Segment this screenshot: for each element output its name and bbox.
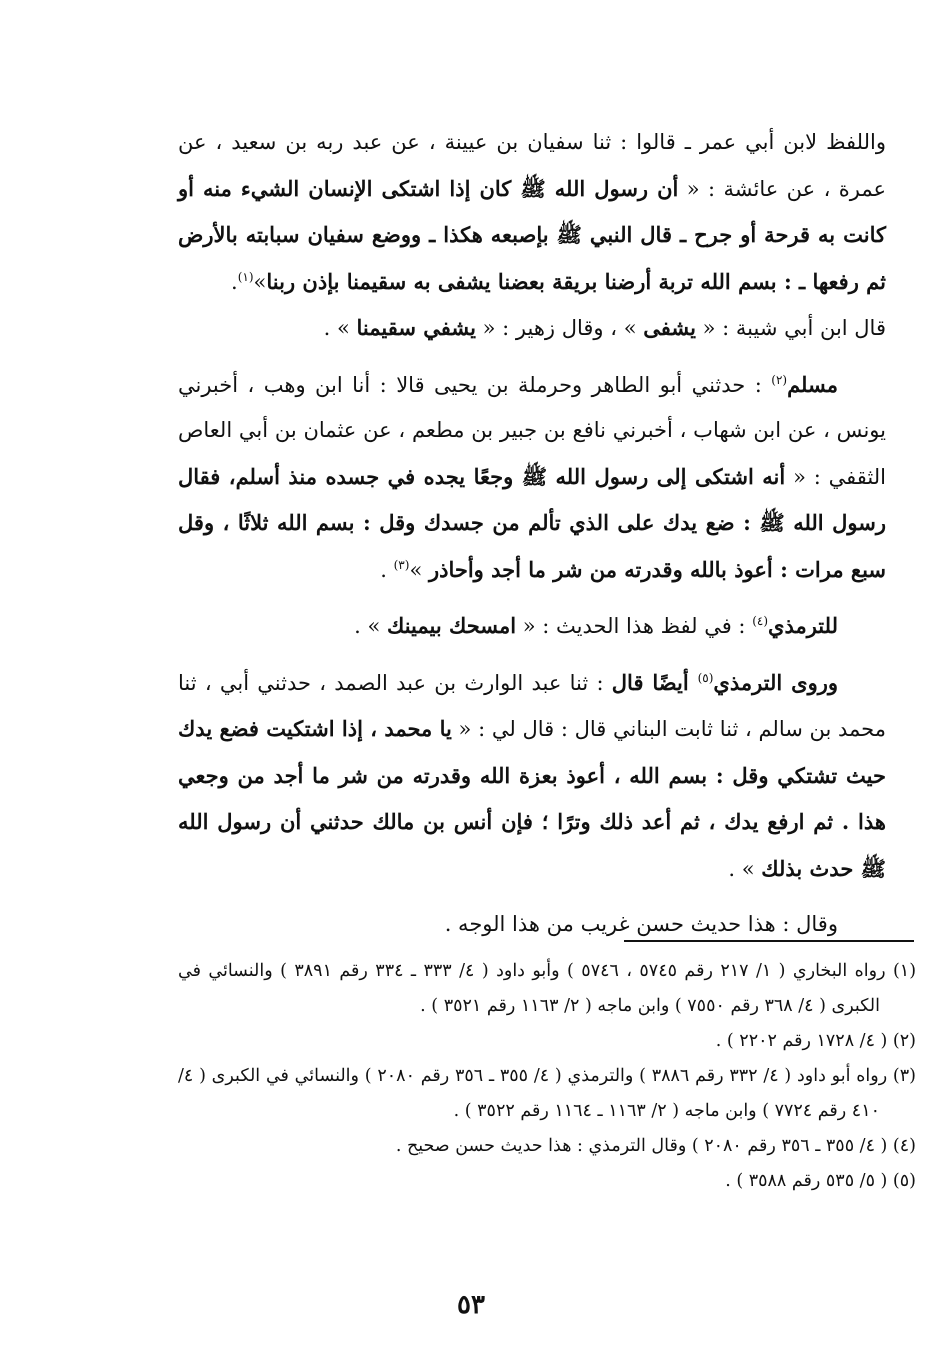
text-run: » . xyxy=(354,614,387,638)
page-number: ٥٣ xyxy=(457,1290,485,1320)
bold-text: يا محمد ، إذا اشتكيت فضع يدك حيث تشتكي وقل : بسم الله ، أعوذ بعزة الله وقدرته من شر ما أجد من وجعي هذا . ثم ارفع يدك ، ثم أعد ذلك وترًا ؛ فإن أنس بن مالك حدثني أن رسول الله ﷺ حدث بذلك xyxy=(178,716,886,881)
bold-text: مسلم xyxy=(787,371,838,397)
text-run: . xyxy=(380,557,394,582)
footnote-4: (٤) ( ٤/ ٣٥٥ ـ ٣٥٦ رقم ٢٠٨٠ ) وقال الترمذي : هذا حديث حسن صحيح . xyxy=(395,1136,916,1156)
footnote-5: (٥) ( ٥/ ٥٣٥ رقم ٣٥٨٨ ) . xyxy=(725,1171,916,1191)
text-run: واللفظ لابن أبي عمر ـ قالوا : ثنا سفيان بن عيينة ، عن عبد ربه بن سعيد ، عن عمرة ، عن عائشة : « xyxy=(178,130,887,201)
main-text xyxy=(178,120,886,948)
footnote-ref: (٢) xyxy=(771,372,788,387)
footnote-2: (٢) ( ٤/ ١٧٢٨ رقم ٢٢٠٢ ) . xyxy=(715,1031,916,1051)
text-run: : في لفظ هذا الحديث : « xyxy=(516,614,753,638)
bold-text: أيضًا قال xyxy=(611,669,698,695)
footnotes xyxy=(178,954,916,1199)
text-run: » . xyxy=(323,316,357,340)
footnote-ref: (١) xyxy=(237,269,254,284)
bold-text: للترمذي xyxy=(768,613,838,638)
footnote-ref: (٤) xyxy=(752,614,769,628)
footnote-3: (٣) رواه أبو داود ( ٤/ ٣٣٢ رقم ٣٨٨٦ ) والترمذي ( ٤/ ٣٥٥ ـ ٣٥٦ رقم ٢٠٨٠ ) والنسائي في الكبرى ( ٤/ ٤١٠ رقم ٧٧٢٤ ) وابن ماجه ( ٢/ ١١٦٣ ـ ١١٦٤ رقم ٣٥٢٢ ) . xyxy=(178,1066,916,1121)
bold-text: امسحك بيمينك xyxy=(387,613,517,638)
text-run: » . xyxy=(728,856,762,881)
paragraph-2 xyxy=(178,305,886,352)
text-run: : حدثني أبو الطاهر وحرملة بن يحيى قالا : أنا ابن وهب ، أخبرني يونس ، عن ابن شهاب ، أخبرني نافع بن جبير بن مطعم ، عن عثمان بن أبي العاص الثقفي : « xyxy=(178,372,886,489)
bold-text: أنه اشتكى إلى رسول الله ﷺ وجعًا يجده في جسده منذ أسلم، فقال رسول الله ﷺ : ضع يدك على الذي تألم من جسدك وقل : بسم الله ثلاثًا ، وقل سبع مرات : أعوذ بالله وقدرته من شر ما أجد وأحاذر xyxy=(178,463,886,582)
paragraph-4 xyxy=(178,603,886,650)
bold-text: أن رسول الله ﷺ كان إذا اشتكى الإنسان الشيء منه أو كانت به قرحة أو جرح ـ قال النبي ﷺ بإصبعه هكذا ـ ووضع سفيان سبابته بالأرض ثم رفعها ـ : بسم الله تربة أرضنا بريقة بعضنا يشفى به سقيمنا بإذن ربنا xyxy=(178,175,886,294)
footnote-ref: (٣) xyxy=(393,557,410,572)
paragraph-1 xyxy=(178,120,886,305)
text-run: قال ابن أبي شيبة : « xyxy=(695,316,886,340)
footnote-ref: (٥) xyxy=(697,670,714,685)
text-run: » ، وقال زهير : « xyxy=(475,316,644,340)
bold-text: يشفى xyxy=(643,315,696,340)
text-run: » xyxy=(409,557,429,582)
bold-text: يشفي سقيمنا xyxy=(356,315,476,340)
paragraph-5 xyxy=(178,660,886,893)
text-run: . xyxy=(231,269,238,294)
paragraph-3 xyxy=(178,362,886,594)
footnote-divider xyxy=(624,940,914,942)
bold-text: وروى الترمذي xyxy=(713,669,839,695)
text-run: وقال : هذا حديث حسن غريب من هذا الوجه . xyxy=(444,912,838,936)
text-run: » xyxy=(253,269,267,294)
text-run: : ثنا عبد الوارث بن عبد الصمد ، حدثني أبي ، ثنا محمد بن سالم ، ثنا ثابت البناني قال : قال لي : « xyxy=(178,670,886,741)
footnote-1: (١) رواه البخاري ( ١/ ٢١٧ رقم ٥٧٤٥ ، ٥٧٤٦ ) وأبو داود ( ٤/ ٣٣٣ ـ ٣٣٤ رقم ٣٨٩١ ) والنسائي في الكبرى ( ٤/ ٣٦٨ رقم ٧٥٥٠ ) وابن ماجه ( ٢/ ١١٦٣ رقم ٣٥٢١ ) . xyxy=(178,961,917,1016)
